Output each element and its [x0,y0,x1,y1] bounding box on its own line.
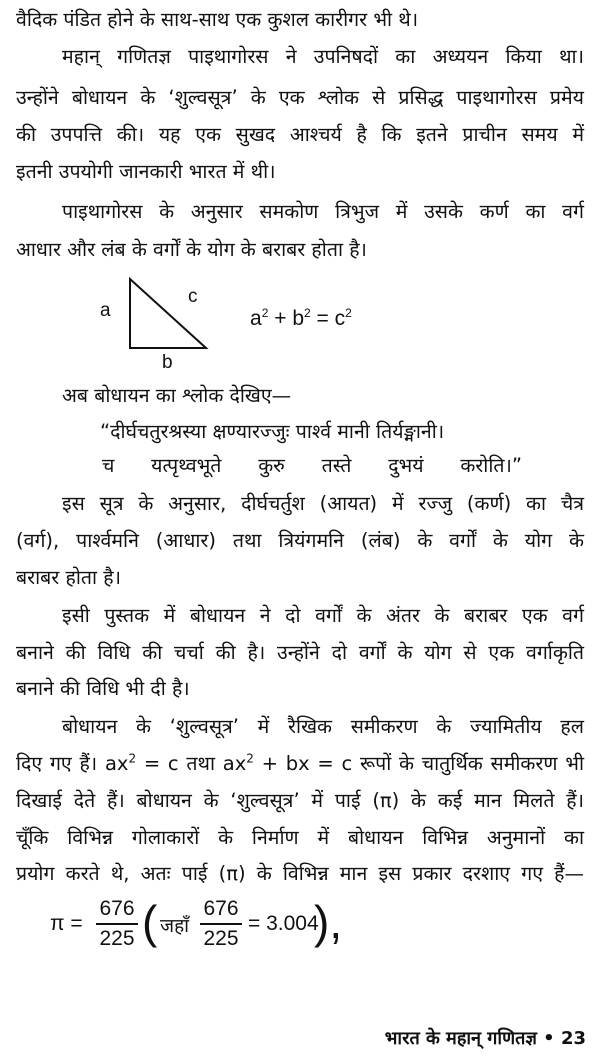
text-line: बनाने की विधि भी दी है। [16,677,190,700]
formula-eq: = [310,307,335,330]
text-line: चूँकि विभिन्न गोलाकारों के निर्माण में बोधायन विभिन्न अनुमानों का [16,826,584,849]
text-line: प्रयोग करते थे, अतः पाई (π) के विभिन्न मान इस प्रकार दरशाए गए हैं— [16,862,584,885]
triangle-label-c: c [188,286,198,307]
eq-exp: 2 [128,751,137,766]
text-line: उन्होंने बोधायन के ‘शुल्वसूत्र’ के एक श्लोक से प्रसिद्ध पाइथागोरस प्रमेय [16,86,584,109]
eq-part: + bx = c रूपों के चातुर्थिक समीकरण भी [253,752,584,775]
page-footer: भारत के महान् गणितज्ञ • 23 [384,1028,586,1049]
pythagoras-formula [250,307,352,331]
formula-exp: 2 [261,306,269,320]
text-line-equations [16,750,584,778]
triangle-label-b: b [162,352,173,373]
text-line: बोधायन के ‘शुल्वसूत्र’ में रैखिक समीकरण के ज्यामितीय हल [62,715,584,738]
eq-part: = c तथा ax [136,752,247,775]
text-line: आधार और लंब के वर्गों के योग के बराबर होता है। [16,238,367,261]
verse-line: “दीर्घचतुरश्रस्या क्षण्यारज्जुः पार्श्व मानी तिर्यङ्मानी। [100,420,445,443]
text-line: इतनी उपयोगी जानकारी भारत में थी। [16,160,276,183]
pi-fraction [96,896,138,952]
pi-denominator: 225 [99,927,135,950]
pi-denominator-2: 225 [203,927,239,950]
eq-part: दिए गए हैं। ax [16,752,129,775]
text-line: पाइथागोरस के अनुसार समकोण त्रिभुज में उसके कर्ण का वर्ग [62,200,584,223]
pi-result: = 3.004 [248,912,319,935]
verse-line: च यत्पृथ्वभूते कुरु तस्ते दुभयं करोति।” [102,454,522,477]
formula-exp: 2 [304,306,311,320]
formula-b: b [292,307,304,330]
pi-numerator-2: 676 [203,897,239,920]
text-line: महान् गणितज्ञ पाइथागोरस ने उपनिषदों का अध्ययन किया था। [62,45,584,68]
text-line: अब बोधायन का श्लोक देखिए— [62,384,292,407]
where-label: जहाँ [160,916,190,937]
formula-c: c [334,307,346,330]
pi-lhs: π = [50,912,83,935]
text-line: बराबर होता है। [16,566,121,589]
formula-exp: 2 [345,306,352,320]
text-line: वैदिक पंडित होने के साथ-साथ एक कुशल कारीगर भी थे। [16,8,419,31]
pi-formula [50,892,450,962]
pi-numerator: 676 [99,897,135,920]
open-paren: ( [142,896,158,948]
formula-a: a [250,307,262,330]
text-line: दिखाई देते हैं। बोधायन के ‘शुल्वसूत्र’ में पाई (π) के कई मान मिलते हैं। [16,789,584,812]
triangle-label-a: a [100,300,111,321]
text-line: (वर्ग), पार्श्वमनि (आधार) तथा त्रियंगमनि (लंब) के वर्गों के योग के [16,529,584,552]
fraction-bar [96,923,138,925]
text-line: की उपपत्ति की। यह एक सुखद आश्चर्य है कि इतने प्राचीन समय में [16,123,584,146]
fraction-bar [200,923,242,925]
close-paren: ), [314,896,343,948]
text-line: इसी पुस्तक में बोधायन ने दो वर्गों के अंतर के बराबर एक वर्ग [62,604,584,627]
text-line: बनाने की विधि की चर्चा की है। उन्होंने दो वर्गों के योग से एक वर्गाकृति [16,641,584,664]
pi-fraction-2 [200,896,242,952]
eq-exp: 2 [246,751,254,766]
text-line: इस सूत्र के अनुसार, दीर्घचर्तुश (आयत) में रज्जु (कर्ण) का चैत्र [62,492,584,515]
formula-plus: + [268,307,293,330]
